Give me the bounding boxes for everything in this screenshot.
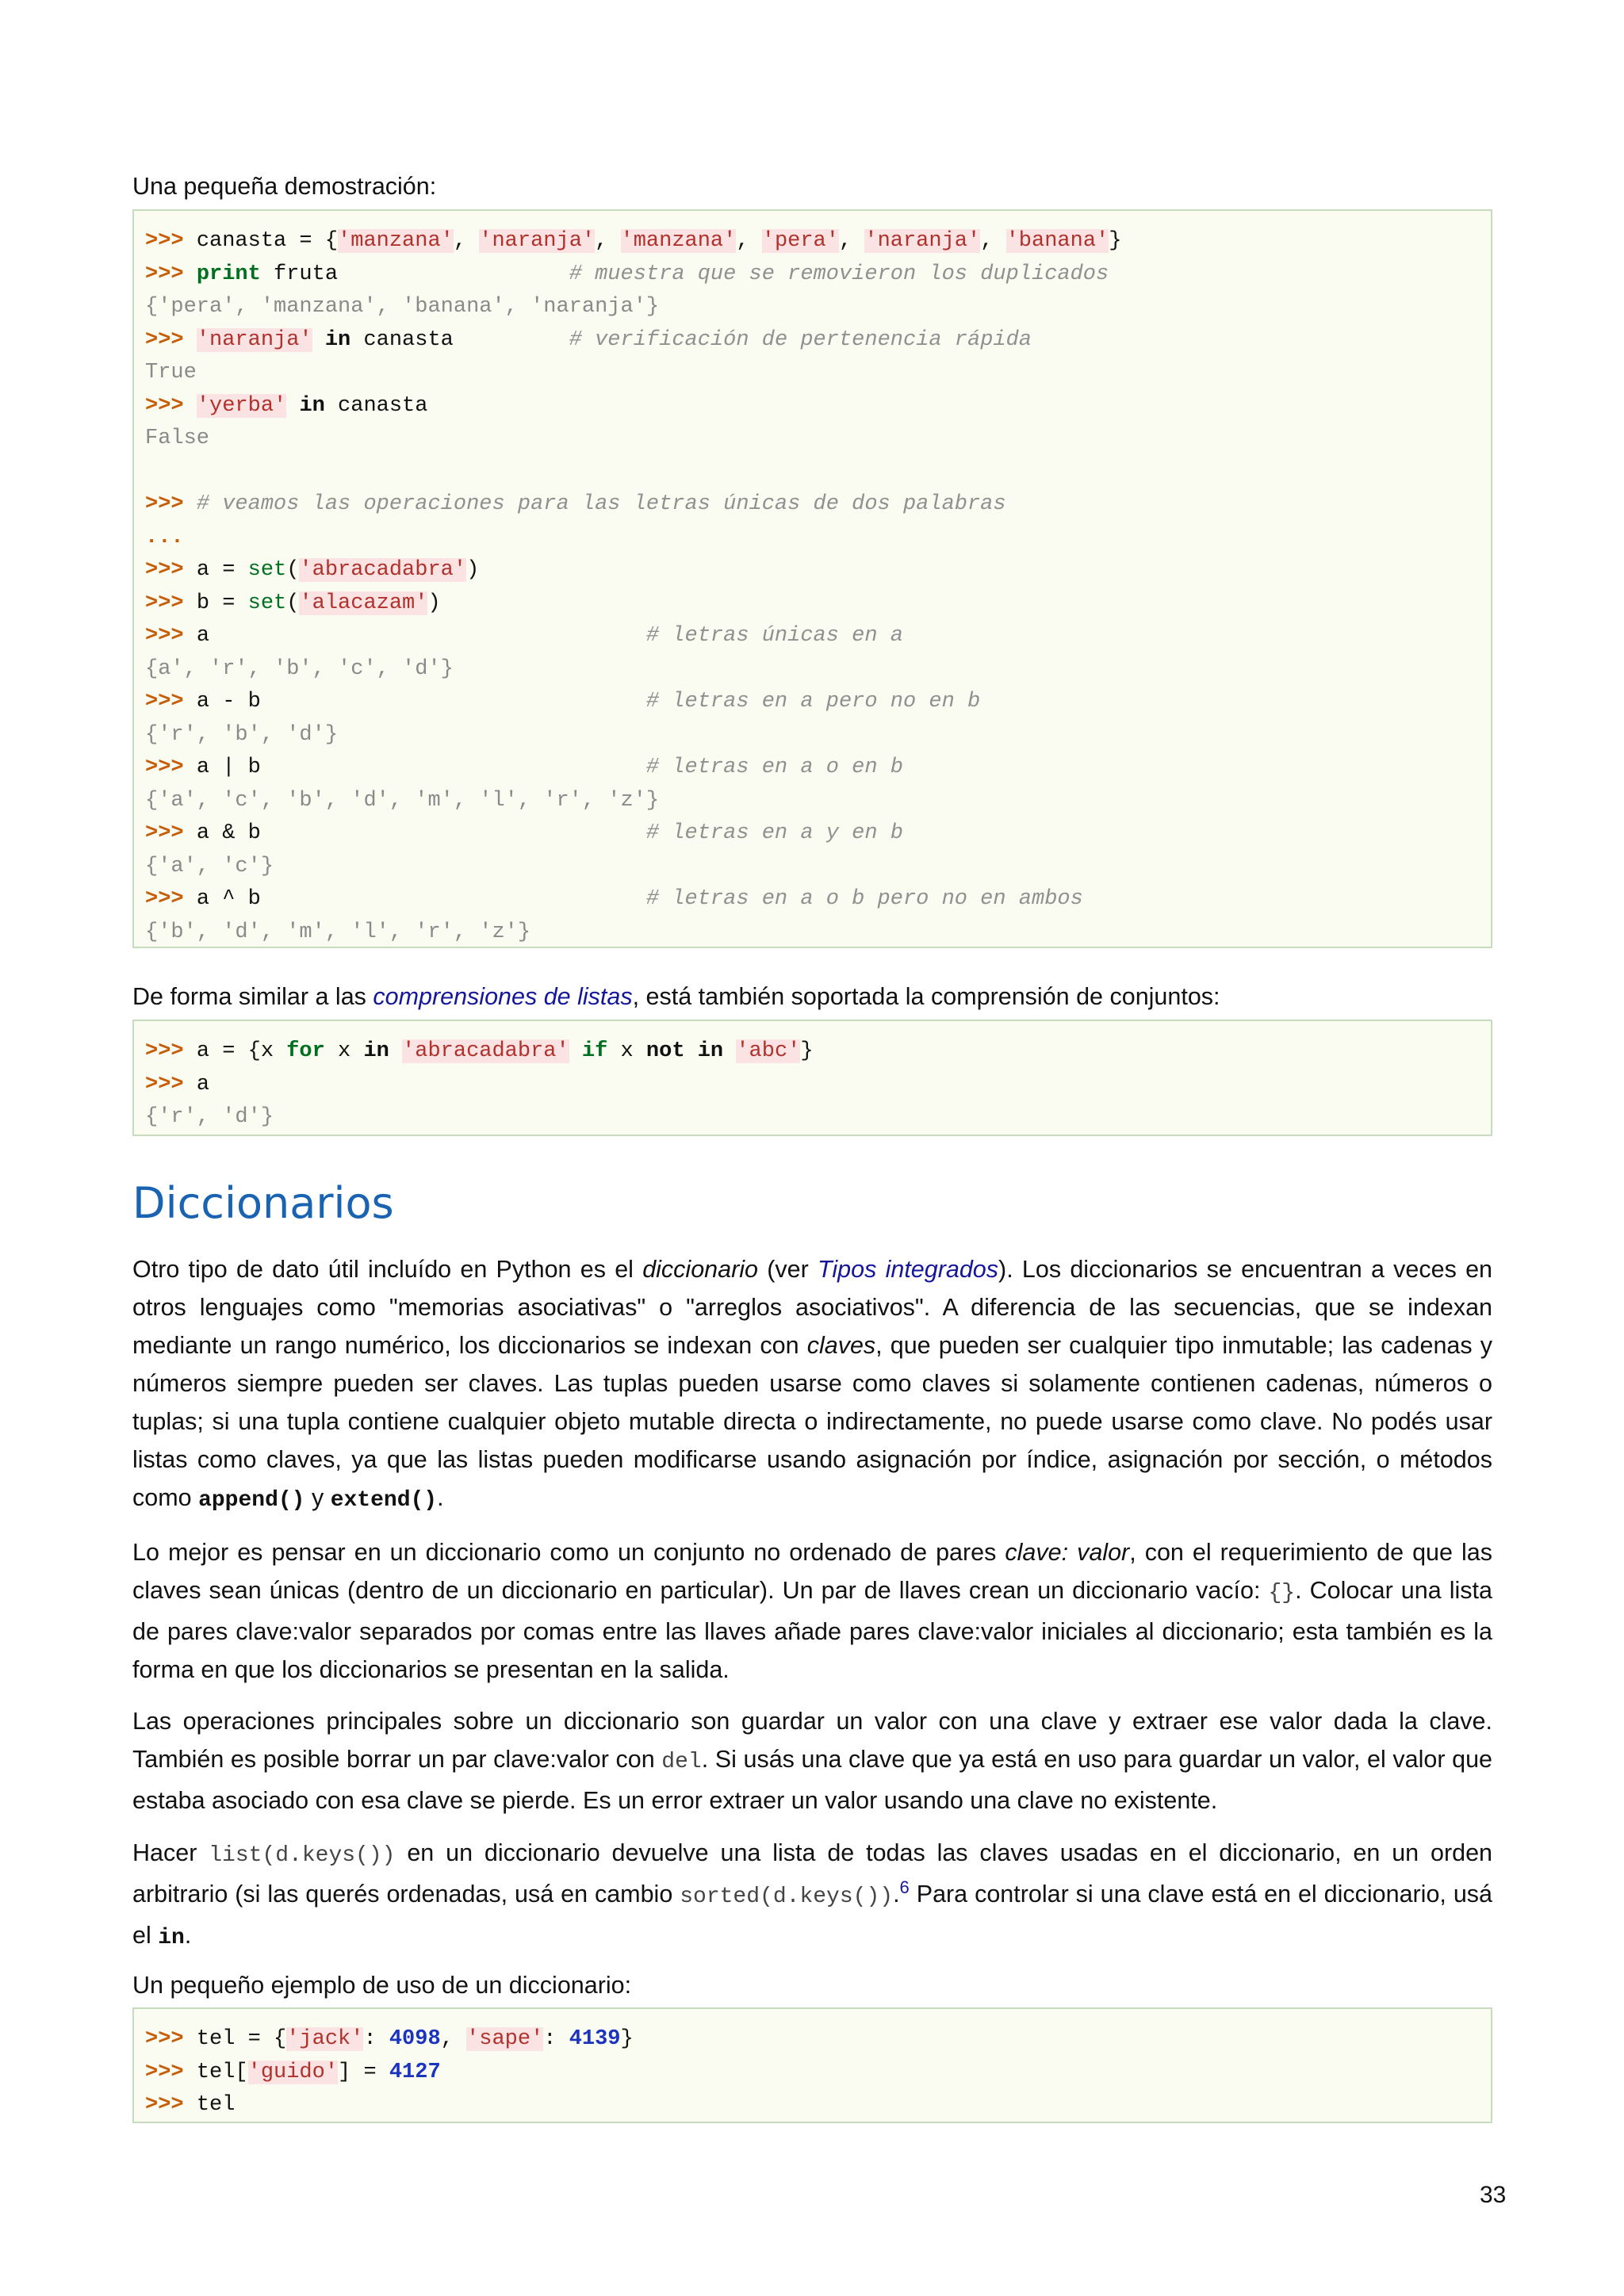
code-line <box>145 883 1480 916</box>
comment-token: # letras en a pero no en b <box>645 690 981 714</box>
comment-token: # muestra que se removieron los duplicados <box>569 262 1109 286</box>
code-line <box>145 587 1480 621</box>
prompt-token: >>> <box>145 821 197 845</box>
text: Otro tipo de dato útil incluído en Python es el <box>132 1256 643 1283</box>
prompt-token: >>> <box>145 262 197 286</box>
code-extend: extend() <box>330 1488 438 1513</box>
string-token: 'abracadabra' <box>402 1039 569 1063</box>
code-token: } <box>800 1039 814 1063</box>
code-token: canasta <box>350 327 569 352</box>
code-token: True <box>145 361 197 385</box>
code-token: } <box>620 2027 634 2051</box>
code-line <box>145 851 1480 884</box>
prompt-token: ... <box>145 525 184 549</box>
code-line <box>145 686 1480 719</box>
prompt-token: >>> <box>145 690 197 714</box>
text: en un diccionario devuelve una lista de todas las claves usadas en el diccionario, en un orden arbitrario (si las querés ordenadas, usá en cambio <box>132 1839 1492 1908</box>
code-token: {'r', 'd'} <box>145 1105 274 1129</box>
code-token: if <box>581 1039 608 1063</box>
code-line <box>145 291 1480 324</box>
code-in: in <box>158 1926 185 1950</box>
code-token: in <box>363 1039 389 1063</box>
string-token: 'abc' <box>736 1039 801 1063</box>
prompt-token: >>> <box>145 1039 197 1063</box>
code-line <box>145 916 1480 950</box>
code-token: , <box>736 229 762 253</box>
link-tipos-integrados[interactable]: Tipos integrados <box>818 1256 999 1283</box>
code-line <box>145 2089 1480 2122</box>
text: . <box>437 1484 444 1511</box>
code-token: 4139 <box>569 2027 621 2051</box>
code-line <box>145 2023 1480 2057</box>
code-line <box>145 225 1480 258</box>
text: ). Los diccionarios se encuentran a veces en otros lenguajes como "memorias asociativas" o "arreglos asociativos". A diferencia de las secuencias, que se indexan mediante un rango numérico, los diccionarios se indexan con <box>132 1256 1492 1359</box>
code-token: {'r', 'b', 'd'} <box>145 722 339 747</box>
code-block-sets <box>132 209 1492 948</box>
code-line <box>145 522 1480 555</box>
string-token: 'jack' <box>286 2027 364 2051</box>
prompt-token: >>> <box>145 558 197 582</box>
string-token: 'banana' <box>1005 229 1109 253</box>
code-token: a = <box>196 558 248 582</box>
code-append: append() <box>198 1488 305 1513</box>
code-token: a - b <box>196 690 646 714</box>
code-token: ] = <box>338 2060 389 2084</box>
code-token: {'b', 'd', 'm', 'l', 'r', 'z'} <box>145 920 531 944</box>
comment-token: # letras únicas en a <box>645 624 903 648</box>
paragraph-set-comprehension <box>132 978 1492 1016</box>
intro-dict-example: Un pequeño ejemplo de uso de un diccionario: <box>132 1972 632 1999</box>
section-heading-diccionarios: Diccionarios <box>132 1178 394 1228</box>
prompt-token: >>> <box>145 2027 197 2051</box>
text: . <box>893 1881 900 1908</box>
code-token: : <box>543 2027 569 2051</box>
code-token: canasta <box>324 393 428 418</box>
code-token: 4127 <box>389 2060 441 2084</box>
code-token: a | b <box>196 756 646 779</box>
comment-token: # letras en a y en b <box>645 821 903 845</box>
code-line <box>145 1035 1480 1069</box>
code-line <box>145 258 1480 292</box>
text: (ver <box>758 1256 818 1283</box>
prompt-token: >>> <box>145 492 197 516</box>
paragraph-dict-intro <box>132 1250 1492 1520</box>
prompt-token: >>> <box>145 1072 197 1096</box>
string-token: 'naranja' <box>864 229 981 253</box>
code-token: canasta = { <box>196 229 339 253</box>
code-line <box>145 488 1480 522</box>
text: Para controlar si una clave está en el diccionario, usá el <box>132 1881 1492 1949</box>
text-before-link: De forma similar a las <box>132 983 373 1010</box>
string-token: 'pera' <box>761 229 839 253</box>
code-token <box>389 1039 402 1063</box>
code-line <box>145 1101 1480 1135</box>
code-line <box>145 324 1480 358</box>
code-line <box>145 817 1480 851</box>
code-token <box>312 328 325 352</box>
prompt-token: >>> <box>145 327 197 352</box>
code-token: not in <box>645 1039 724 1063</box>
code-token: ) <box>466 558 480 582</box>
string-token: 'manzana' <box>620 229 737 253</box>
code-token: , <box>838 229 865 253</box>
code-token: x <box>607 1039 646 1063</box>
string-token: 'manzana' <box>338 229 454 253</box>
code-token: set <box>247 591 287 615</box>
emphasis-claves: claves <box>806 1332 876 1359</box>
emphasis-diccionario: diccionario <box>642 1256 758 1283</box>
code-line <box>145 554 1480 587</box>
code-block-set-comprehension <box>132 1020 1492 1136</box>
text: Las operaciones principales sobre un diccionario son guardar un valor con una clave y extraer ese valor dada la clave. También es posible borrar un par clave:valor con <box>132 1708 1492 1773</box>
text: , que pueden ser cualquier tipo inmutable; las cadenas y números siempre pueden ser claves. Las tuplas pueden usarse como claves si solamente contienen cadenas, números o tuplas; si una tupla contiene cualquier objeto mutable directa o indirectamente, no puede usarse como clave. No podés usar listas como claves, ya que las listas pueden modificarse usando asignación por índice, asignación por sección, o métodos como <box>132 1332 1492 1511</box>
code-token: a = {x <box>196 1039 287 1063</box>
code-token: False <box>145 427 210 450</box>
code-sorted-keys: sorted(d.keys()) <box>680 1885 894 1909</box>
code-token: {a', 'r', 'b', 'c', 'd'} <box>145 656 454 681</box>
paragraph-dict-pairs <box>132 1533 1492 1689</box>
prompt-token: >>> <box>145 887 197 911</box>
code-line <box>145 752 1480 785</box>
code-token: in <box>324 327 351 352</box>
code-token: {'a', 'c'} <box>145 854 274 878</box>
string-token: 'naranja' <box>196 327 312 352</box>
code-line <box>145 653 1480 687</box>
code-line <box>145 456 1480 489</box>
code-block-dict-example <box>132 2007 1492 2123</box>
string-token: 'sape' <box>466 2027 544 2051</box>
code-token: set <box>247 558 287 582</box>
link-comprensiones-de-listas[interactable]: comprensiones de listas <box>373 983 633 1010</box>
prompt-token: >>> <box>145 624 197 648</box>
code-token <box>723 1039 736 1063</box>
code-token: tel = { <box>196 2027 287 2051</box>
code-token: a <box>196 624 646 648</box>
comment-token: # letras en a o en b <box>645 756 903 779</box>
string-token: 'alacazam' <box>299 591 428 615</box>
code-token: x <box>324 1039 364 1063</box>
code-line <box>145 2057 1480 2090</box>
code-token: ) <box>427 591 441 615</box>
code-token: ( <box>286 558 300 582</box>
text: . <box>184 1922 192 1949</box>
code-token: for <box>286 1039 325 1063</box>
code-token: print <box>196 262 261 286</box>
prompt-token: >>> <box>145 2060 197 2084</box>
code-del: del <box>661 1750 702 1774</box>
code-token: in <box>299 393 325 418</box>
code-token: {'pera', 'manzana', 'banana', 'naranja'} <box>145 295 660 319</box>
code-token: , <box>453 229 480 253</box>
code-line <box>145 1069 1480 1102</box>
code-line <box>145 620 1480 653</box>
comment-token: # letras en a o b pero no en ambos <box>645 887 1083 911</box>
code-line <box>145 785 1480 818</box>
text: . Colocar una lista de pares clave:valor separados por comas entre las llaves añade pares clave:valor iniciales al diccionario; esta también es la forma en que los diccionarios se presentan en la salida. <box>132 1577 1492 1683</box>
text-after-link: , está también soportada la comprensión de conjuntos: <box>632 983 1220 1010</box>
emphasis-clave-valor: clave: valor <box>1005 1539 1130 1566</box>
comment-token: # veamos las operaciones para las letras únicas de dos palabras <box>196 492 1006 516</box>
code-token: ( <box>286 591 300 615</box>
page-number: 33 <box>1480 2182 1507 2208</box>
code-line <box>145 390 1480 423</box>
string-token: 'naranja' <box>479 229 596 253</box>
code-line <box>145 423 1480 456</box>
code-token: , <box>595 229 621 253</box>
comment-token: # verificación de pertenencia rápida <box>569 327 1032 352</box>
code-token: fruta <box>260 262 569 286</box>
text: Hacer <box>132 1839 209 1866</box>
prompt-token: >>> <box>145 393 197 418</box>
text: y <box>304 1484 331 1511</box>
code-token: , <box>980 229 1006 253</box>
code-token: , <box>440 2027 467 2051</box>
code-list-keys: list(d.keys()) <box>209 1843 396 1868</box>
code-token <box>286 394 299 418</box>
prompt-token: >>> <box>145 591 197 615</box>
string-token: 'guido' <box>247 2060 339 2084</box>
footnote-ref[interactable]: 6 <box>899 1877 910 1897</box>
code-token <box>569 1039 582 1063</box>
text: , con el requerimiento de que las claves sean únicas (dentro de un diccionario en particular). Un par de llaves crean un diccionario vacío: <box>132 1539 1492 1604</box>
code-token: : <box>363 2027 389 2051</box>
string-token: 'yerba' <box>196 393 287 418</box>
text: . Si usás una clave que ya está en uso para guardar un valor, el valor que estaba asociado con esa clave se pierde. Es un error extraer un valor usando una clave no existente. <box>132 1746 1492 1814</box>
code-empty-dict: {} <box>1268 1581 1296 1605</box>
string-token: 'abracadabra' <box>299 558 467 582</box>
code-token: a <box>196 1072 210 1096</box>
code-token: a ^ b <box>196 887 646 911</box>
code-line <box>145 357 1480 390</box>
prompt-token: >>> <box>145 229 197 253</box>
code-token: a & b <box>196 821 646 845</box>
code-token: tel <box>196 2093 236 2117</box>
paragraph-dict-operations <box>132 1702 1492 1820</box>
code-token: b = <box>196 591 248 615</box>
text: Lo mejor es pensar en un diccionario como un conjunto no ordenado de pares <box>132 1539 1005 1566</box>
code-line <box>145 719 1480 752</box>
intro-demo: Una pequeña demostración: <box>132 173 437 200</box>
code-token: {'a', 'c', 'b', 'd', 'm', 'l', 'r', 'z'} <box>145 788 660 813</box>
prompt-token: >>> <box>145 756 197 779</box>
code-token: } <box>1109 229 1122 253</box>
code-token: tel[ <box>196 2060 248 2084</box>
prompt-token: >>> <box>145 2093 197 2117</box>
code-token: 4098 <box>389 2027 441 2051</box>
paragraph-dict-keys <box>132 1834 1492 1957</box>
